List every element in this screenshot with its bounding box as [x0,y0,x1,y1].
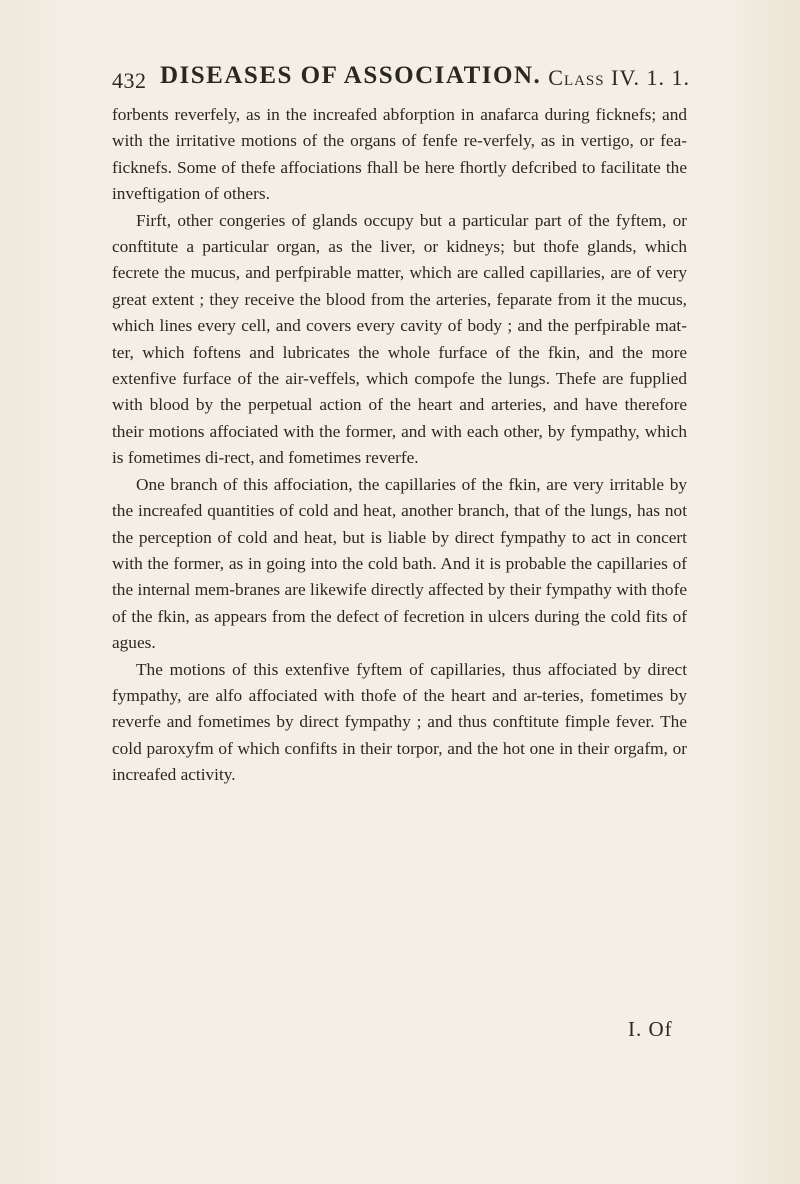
page-number: 432 [112,68,147,93]
running-title: DISEASES OF ASSOCIATION. [160,62,542,89]
catchword: I. Of [628,1017,673,1041]
body-text [112,102,687,789]
paragraph-first: Firft, other congeries of glands occupy but a particular part of the fyftem, or conftitute a particular organ, as the liver, or kidneys; but thofe glands, which fecrete the mucus, and perfpirable matter, which are called capillaries, are of very great extent ; they receive the blood from the arteries, feparate from it the mucus, which lines every cell, and covers every cavity of body ; and the perfpirable mat-ter, which foftens and lubricates the whole furface of the fkin, and the more extenfive furface of the air-veffels, which compofe the lungs. Thefe are fupplied with blood by the perpetual action of the heart and arteries, and have therefore their motions affociated with the former, and with each other, by fympathy, which is fometimes di-rect, and fometimes reverfe. [112,210,687,468]
class-reference: Class IV. 1. 1. [548,65,690,90]
paragraph-continuation: forbents reverfely, as in the increafed abforption in anafarca during ficknefs; and with the irritative motions of the organs of fenfe re-verfely, as in vertigo, or fea-ficknefs. Some of thefe affociations fhall be here fhortly defcribed to facilitate the inveftigation of others. [112,105,687,204]
paragraph-capillaries-branch: One branch of this affociation, the capillaries of the fkin, are very irritable by the increafed quantities of cold and heat, another branch, that of the lungs, has not the perception of cold and heat, but is liable by direct fympathy to act in concert with the former, as in going into the cold bath. And it is probable the capillaries of the internal mem-branes are likewife directly affected by their fympathy with thofe of the fkin, as appears from the defect of fecretion in ulcers during the cold fits of agues. [112,474,687,653]
paragraph-simple-fever: The motions of this extenfive fyftem of capillaries, thus affociated by direct fympathy, are alfo affociated with thofe of the heart and ar-teries, fometimes by reverfe and fometimes by direct fympathy ; and thus conftitute fimple fever. The cold paroxyfm of which confifts in their torpor, and the hot one in their orgafm, or increafed activity. [112,659,687,785]
page-header [112,60,690,94]
